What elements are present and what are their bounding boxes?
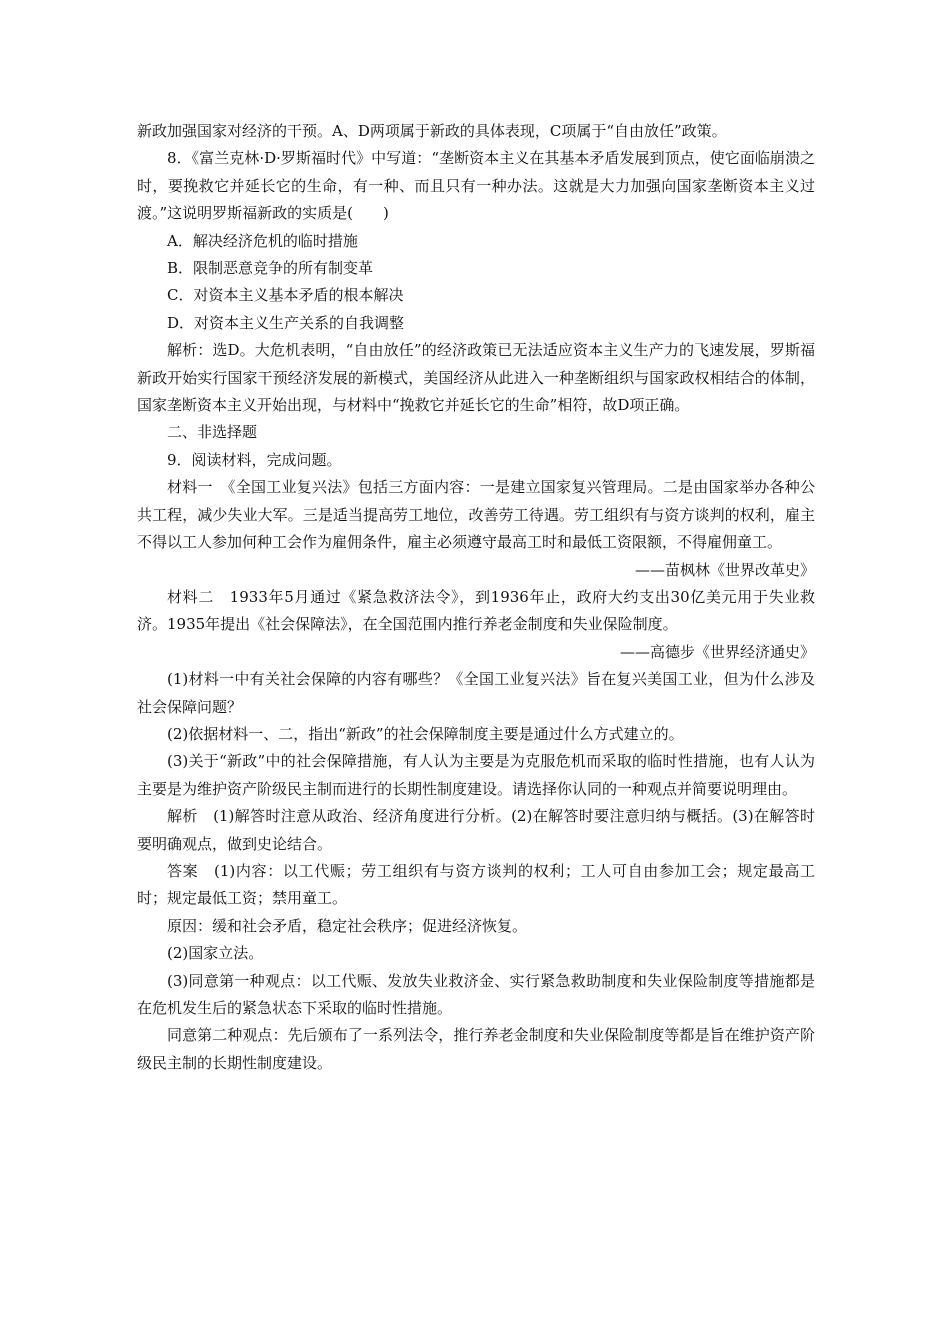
question-9-answer-1: 答案 (1)内容：以工代赈；劳工组织有与资方谈判的权利；工人可自由参加工会；规定最高工时；规定最低工资；禁用童工。	[137, 861, 815, 908]
question-8-explanation: 解析：选D。大危机表明，“自由放任”的经济政策已无法适应资本主义生产力的飞速发展，罗斯福新政开始实行国家干预经济发展的新模式，美国经济从此进入一种垄断组织与国家政权相结合的体制，国家垄断资本主义开始出现，与材料中“挽救它并延长它的生命”相符，故D项正确。	[137, 341, 815, 415]
question-9-stem: 9．阅读材料，完成问题。	[167, 450, 342, 469]
question-9-part-3: (3)关于“新政”中的社会保障措施，有人认为主要是为克服危机而采取的临时性措施，也有人认为主要是为维护资产阶级民主制而进行的长期性制度建设。请选择你认同的一种观点并简要说明理由。	[137, 752, 815, 798]
document-body	[137, 118, 815, 1077]
section-heading-non-choice: 二、非选择题	[167, 423, 258, 442]
question-9-answer-3-view-2: 同意第二种观点：先后颁布了一系列法令，推行养老金制度和失业保险制度等都是旨在维护资产阶级民主制的长期性制度建设。	[137, 1026, 815, 1072]
question-9-analysis: 解析 (1)解答时注意从政治、经济角度进行分析。(2)在解答时要注意归纳与概括。(3)在解答时要明确观点，做到史论结合。	[137, 807, 815, 853]
question-9-part-2: (2)依据材料一、二，指出“新政”的社会保障制度主要是通过什么方式建立的。	[167, 724, 684, 743]
question-9-answer-3-view-1: (3)同意第一种观点：以工代赈、发放失业救济金、实行紧急救助制度和失业保险制度等措施都是在危机发生后的紧急状态下采取的临时性措施。	[137, 971, 815, 1017]
question-8-option-c: C．对资本主义基本矛盾的根本解决	[167, 286, 404, 305]
material-two-source: ——高德步《世界经济通史》	[619, 642, 815, 661]
question-8-option-b: B．限制恶意竞争的所有制变革	[167, 259, 374, 278]
answer-explanation-7-tail: 新政加强国家对经济的干预。A、D两项属于新政的具体表现，C项属于“自由放任”政策。	[137, 122, 727, 140]
question-9-answer-2: (2)国家立法。	[167, 944, 264, 963]
question-9-part-1: (1)材料一中有关社会保障的内容有哪些？《全国工业复兴法》旨在复兴美国工业，但为什么涉及社会保障问题？	[137, 670, 815, 716]
question-9-answer-1-reason: 原因：缓和社会矛盾，稳定社会秩序；促进经济恢复。	[167, 916, 528, 935]
question-8-option-d: D．对资本主义生产关系的自我调整	[167, 313, 405, 332]
question-8-stem: 8．《富兰克林·D·罗斯福时代》中写道：“垄断资本主义在其基本矛盾发展到顶点，使它面临崩溃之时，要挽救它并延长它的生命，有一种、而且只有一种办法。这就是大力加强向国家垄断资本主义过渡。”这说明罗斯福新政的实质是( )	[137, 149, 815, 223]
material-two: 材料二 1933年5月通过《紧急救济法令》，到1936年止，政府大约支出30亿美元用于失业救济。1935年提出《社会保障法》，在全国范围内推行养老金制度和失业保险制度。	[137, 587, 815, 634]
material-one: 材料一 《全国工业复兴法》包括三方面内容：一是建立国家复兴管理局。二是由国家举办各种公共工程，减少失业大军。三是适当提高劳工地位，改善劳工待遇。劳工组织有与资方谈判的权利，雇主不得以工人参加何种工会作为雇佣条件，雇主必须遵守最高工时和最低工资限额，不得雇佣童工。	[137, 478, 815, 552]
question-8-option-a: A．解决经济危机的临时措施	[167, 231, 358, 250]
material-one-source: ——苗枫林《世界改革史》	[634, 560, 815, 579]
